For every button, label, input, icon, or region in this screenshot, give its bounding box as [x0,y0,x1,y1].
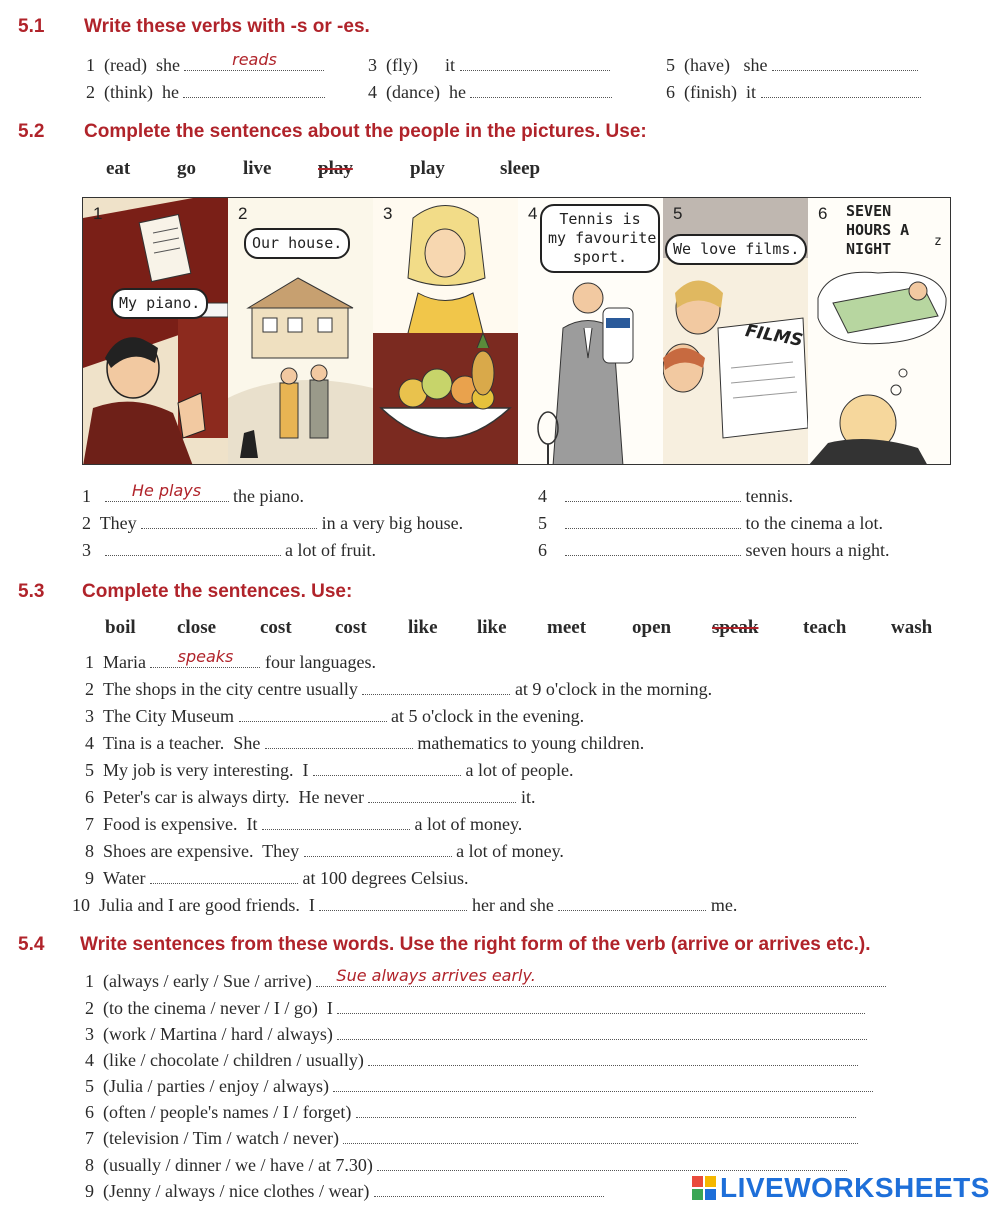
picture-panel-3 [373,198,519,465]
ex53-word-cost-2: cost [335,617,367,638]
ex52-answer-6[interactable] [565,541,741,556]
section-5-3-number: 5.3 [18,581,45,602]
picture-2-speech-bubble: Our house. [244,228,350,259]
ex52-item-3: 3 a lot of fruit. [82,540,376,560]
fruit-bowl-illustration [373,198,518,465]
ex54-answer-8[interactable] [377,1156,847,1171]
ex53-word-like-2: like [477,617,507,638]
ex52-word-play-used: play [318,158,353,179]
ex52-answer-4[interactable] [565,487,741,502]
ex54-item-5: 5 (Julia / parties / enjoy / always) [85,1076,873,1097]
ex52-word-play: play [410,158,445,179]
ex51-item-5: 5 (have) she [666,55,918,76]
liveworksheets-logo-text: LIVEWORKSHEETS [720,1172,990,1203]
ex51-item-6: 6 (finish) it [666,82,921,103]
picture-1-speech-bubble: My piano. [111,288,208,319]
section-5-1-title: Write these verbs with -s or -es. [84,16,370,37]
ex51-item-1: 1 (read) she reads [86,55,324,76]
picture-2-number: 2 [238,204,248,223]
picture-panel-1 [83,198,229,465]
liveworksheets-logo-icon [692,1176,716,1205]
picture-6-caption: SEVEN HOURS A NIGHT [846,202,910,258]
ex51-item-3: 3 (fly) it [368,55,610,76]
ex53-item-3: 3 The City Museum at 5 o'clock in the evening. [85,706,585,726]
ex54-item-2: 2 (to the cinema / never / I / go) I [85,998,865,1019]
ex53-answer-2[interactable] [362,680,510,695]
ex54-answer-9[interactable] [374,1182,604,1197]
ex52-item-1: 1 He plays the piano. [82,481,304,506]
picture-3-number: 3 [383,204,393,223]
section-5-2-title: Complete the sentences about the people in the pictures. Use: [84,121,647,142]
ex51-answer-1[interactable]: reads [184,56,324,71]
ex54-item-7: 7 (television / Tim / watch / never) [85,1128,858,1149]
picture-5-speech-bubble: We love films. [665,234,807,265]
ex53-word-speak-used: speak [712,617,759,638]
ex54-item-8: 8 (usually / dinner / we / have / at 7.30) [85,1155,847,1176]
piano-illustration [83,198,228,465]
ex53-answer-3[interactable] [239,707,387,722]
ex53-item-10: 10 Julia and I are good friends. I her and she me. [72,895,738,915]
ex52-answer-2[interactable] [141,514,317,529]
ex54-item-6: 6 (often / people's names / I / forget) [85,1102,856,1123]
ex53-word-open: open [632,617,672,638]
ex53-word-like-1: like [408,617,438,638]
ex51-item-2: 2 (think) he [86,82,325,103]
ex52-answer-1[interactable]: He plays [105,487,229,502]
picture-strip [82,197,951,465]
picture-1-number: 1 [93,204,103,223]
picture-5-number: 5 [673,204,683,223]
ex53-item-1: 1 Maria speaks four languages. [85,647,376,672]
section-5-4-number: 5.4 [18,934,45,955]
ex51-answer-4[interactable] [470,83,612,98]
ex53-answer-10a[interactable] [319,896,467,911]
ex54-answer-4[interactable] [368,1051,858,1066]
section-5-1-number: 5.1 [18,16,45,37]
ex54-answer-2[interactable] [337,999,865,1014]
ex52-item-6: 6 seven hours a night. [538,540,890,560]
ex53-item-5: 5 My job is very interesting. I a lot of people. [85,760,574,780]
ex53-item-2: 2 The shops in the city centre usually at 9 o'clock in the morning. [85,679,713,699]
picture-4-number: 4 [528,204,538,223]
ex54-answer-5[interactable] [333,1077,873,1092]
ex53-word-wash: wash [891,617,933,638]
section-5-4-title: Write sentences from these words. Use the right form of the verb (arrive or arrives etc.). [80,934,871,955]
ex53-item-7: 7 Food is expensive. It a lot of money. [85,814,523,834]
ex51-item-4: 4 (dance) he [368,82,612,103]
ex53-answer-5[interactable] [313,761,461,776]
picture-4-speech-bubble: Tennis is my favourite sport. [540,204,660,273]
ex53-word-teach: teach [803,617,847,638]
ex53-item-4: 4 Tina is a teacher. She mathematics to young children. [85,733,645,753]
ex52-item-5: 5 to the cinema a lot. [538,513,883,533]
ex53-answer-6[interactable] [368,788,516,803]
ex52-word-sleep: sleep [500,158,541,179]
ex53-item-9: 9 Water at 100 degrees Celsius. [85,868,469,888]
ex54-item-3: 3 (work / Martina / hard / always) [85,1024,867,1045]
ex53-answer-4[interactable] [265,734,413,749]
section-5-3-title: Complete the sentences. Use: [82,581,353,602]
ex53-word-boil: boil [105,617,136,638]
picture-panel-4 [518,198,664,465]
ex52-answer-5[interactable] [565,514,741,529]
ex53-word-close: close [177,617,217,638]
picture-panel-2 [228,198,374,465]
ex54-answer-6[interactable] [356,1103,856,1118]
ex53-item-8: 8 Shoes are expensive. They a lot of money. [85,841,564,861]
ex51-answer-3[interactable] [460,56,610,71]
ex54-answer-1[interactable]: Sue always arrives early. [316,972,886,987]
picture-6-snore-z: z [934,234,942,249]
ex54-item-1: 1 (always / early / Sue / arrive) Sue always arrives early. [85,971,886,992]
picture-5-newspaper-heading: FILMS [743,321,805,351]
ex51-answer-5[interactable] [772,56,918,71]
ex53-answer-9[interactable] [150,869,298,884]
picture-panel-5 [663,198,809,465]
ex52-word-go: go [177,158,196,179]
ex52-item-4: 4 tennis. [538,486,793,506]
ex53-answer-1[interactable]: speaks [150,653,260,668]
section-5-2-number: 5.2 [18,121,45,142]
picture-panel-6 [808,198,951,465]
ex52-word-live: live [243,158,272,179]
ex51-answer-2[interactable] [183,83,325,98]
ex53-answer-7[interactable] [262,815,410,830]
ex53-answer-10b[interactable] [558,896,706,911]
ex54-answer-7[interactable] [343,1129,858,1144]
ex53-item-6: 6 Peter's car is always dirty. He never it. [85,787,536,807]
ex52-item-2: 2 They in a very big house. [82,513,464,533]
ex53-word-meet: meet [547,617,587,638]
ex53-answer-8[interactable] [304,842,452,857]
ex52-answer-3[interactable] [105,541,281,556]
ex51-answer-6[interactable] [761,83,921,98]
ex54-answer-3[interactable] [337,1025,867,1040]
ex52-word-eat: eat [106,158,131,179]
ex53-word-cost-1: cost [260,617,292,638]
ex54-item-4: 4 (like / chocolate / children / usually) [85,1050,858,1071]
ex54-item-9: 9 (Jenny / always / nice clothes / wear) [85,1181,604,1202]
picture-6-number: 6 [818,204,828,223]
